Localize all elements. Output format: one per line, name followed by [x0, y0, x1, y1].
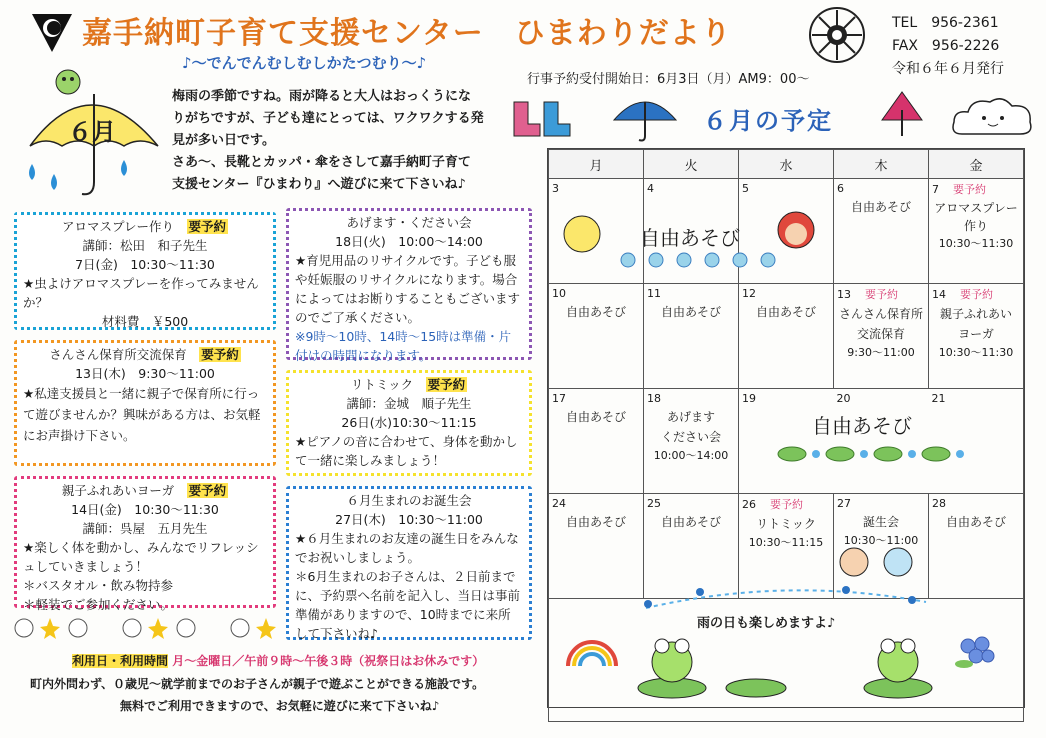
event-teacher: 講師：金城 順子先生 — [346, 396, 472, 411]
newsletter-title: 嘉手納町子育て支援センター ひまわりだより — [82, 16, 732, 51]
free-play-banner: 自由あそび — [812, 414, 912, 438]
reservation-required-badge: 要予約 — [201, 347, 239, 362]
day-time: 10:30～11:15 — [748, 536, 824, 549]
weekday-header: 金 — [929, 150, 1024, 179]
issue-date: 令和６年６月発行 — [892, 61, 1004, 77]
schedule-title: ６月の予定 — [703, 107, 833, 135]
event-date: 26日(水)10:30～11:15 — [341, 415, 477, 430]
event-note: ＊バスタオル・飲み物持参 — [23, 578, 174, 593]
day-event: 自由あそび — [850, 200, 911, 214]
day-event: ください会 — [660, 430, 721, 444]
day-number: 4 — [647, 182, 654, 195]
hydrangea-icon — [954, 632, 1000, 676]
event-description: ★楽しく体を動かし、みんなでリフレッシュしていきましょう！ — [23, 540, 259, 574]
event-date: 18日(火) 10:00～14:00 — [335, 234, 483, 249]
day-time: 10:30～11:30 — [938, 346, 1014, 359]
calendar-day — [929, 179, 1024, 284]
event-fee: 材料費 ￥500 — [101, 314, 189, 329]
day-event: リトミック — [756, 517, 816, 531]
day-event: 誕生会 — [862, 515, 899, 529]
day-event: 自由あそび — [565, 515, 626, 529]
hours-label: 利用日・利用時間 — [72, 654, 169, 668]
frogs-on-lilypads-illustration — [636, 620, 936, 704]
calendar-day — [549, 389, 644, 494]
day-event: アロマスプレー作り — [934, 201, 1018, 233]
calendar-day — [929, 494, 1024, 599]
day-number: 20 — [836, 392, 851, 405]
day-time: 10:00～14:00 — [653, 449, 729, 462]
contact-info — [892, 12, 1004, 81]
event-title-row — [295, 375, 523, 394]
cloud-icon — [950, 94, 1036, 144]
event-teacher: 講師：呉屋 五月先生 — [82, 521, 208, 536]
day-event: 自由あそび — [945, 515, 1006, 529]
event-title-row — [23, 217, 267, 236]
event-description: ★虫よけアロマスプレーを作ってみませんか？ — [23, 276, 259, 310]
free-use-note: 無料でご利用できますので、お気軽に遊びに来て下さいね♪ — [120, 699, 440, 713]
event-date: 27日(木) 10:30～11:00 — [335, 512, 483, 527]
event-box-aroma — [14, 212, 276, 330]
day-number: 28 — [932, 497, 946, 510]
snail-leaves-illustration — [772, 440, 972, 472]
weekday-header: 水 — [739, 150, 834, 179]
event-note: ＊6月生まれのお子さんは、２日前までに、予約票へ名前を記入し、当日は事前準備がありますので、10時までに来所して下さいね♪ — [295, 569, 521, 641]
calendar-day — [549, 284, 644, 389]
calendar-header-row — [549, 150, 1024, 179]
event-title: ６月生まれのお誕生会 — [346, 493, 472, 508]
event-description: ★育児用品のリサイクルです。子ども服や妊娠服のリサイクルになります。場合によってはお断りすることもございますのでご了承ください。 — [295, 253, 521, 325]
intro-line: 支援センター『ひまわり』へ遊びに来て下さいね♪ — [172, 177, 466, 192]
day-number: 11 — [647, 287, 661, 300]
event-date: 7日(金) 10:30～11:30 — [75, 257, 215, 272]
event-box-yoga — [14, 476, 276, 612]
event-title-row — [23, 345, 267, 364]
event-title: アロマスプレー作り — [61, 219, 174, 234]
day-number: 21 — [931, 392, 946, 405]
event-date: 13日(木) 9:30～11:00 — [75, 366, 215, 381]
birthday-kids-illustration — [836, 544, 920, 584]
facility-description: 町内外問わず、０歳児～就学前までのお子さんが親子で遊ぶことができる施設です。 — [30, 677, 485, 691]
reservation-required-label: 要予約 — [865, 288, 898, 301]
day-time: 10:30～11:00 — [843, 534, 919, 547]
reservation-open-date: 行事予約受付開始日：6月3日（月）AM9：00～ — [527, 72, 810, 87]
opening-hours — [72, 652, 484, 669]
day-number: 27 — [837, 497, 851, 510]
reservation-required-badge: 要予約 — [427, 377, 466, 392]
fax-number: FAX 956-2226 — [892, 38, 1000, 54]
calendar-day — [739, 284, 834, 389]
boots-icon — [508, 98, 578, 144]
day-number: 24 — [552, 497, 566, 510]
event-teacher: 講師：松田 和子先生 — [82, 238, 208, 253]
reservation-required-label: 要予約 — [953, 183, 986, 196]
calendar-day — [644, 389, 739, 494]
calendar-day — [644, 284, 739, 389]
tel-number: TEL 956-2361 — [892, 15, 999, 31]
calendar-day — [834, 284, 929, 389]
event-description: ★ピアノの音に合わせて、身体を動かして一緒に楽しみましょう！ — [295, 434, 518, 468]
day-number: 25 — [647, 497, 661, 510]
day-event: 親子ふれあい — [939, 307, 1012, 321]
day-number: 7 — [932, 183, 939, 196]
intro-line: りがちですが、子ども達にとっては、ワクワクする発 — [172, 111, 484, 126]
day-event: 自由あそび — [565, 305, 626, 319]
day-event: 交流保育 — [856, 327, 905, 341]
red-umbrella-icon — [878, 90, 926, 144]
day-number: 13 — [837, 288, 851, 301]
intro-line: 梅雨の季節ですね。雨が降ると大人はおっくうにな — [172, 89, 472, 104]
day-event: 自由あそび — [755, 305, 816, 319]
subtitle: ♪～でんでんむしむしかたつむり～♪ — [182, 54, 427, 72]
day-number: 3 — [552, 182, 559, 195]
sunflower-emblem-icon — [808, 6, 866, 68]
event-description: ★６月生まれのお友達の誕生日をみんなでお祝いしましょう。 — [295, 531, 519, 565]
weekday-header: 木 — [834, 150, 929, 179]
event-description: ★私達支援員と一緒に親子で保育所に行って遊びませんか？興味がある方は、お気軽にお声掛け下さい。 — [23, 386, 261, 443]
rainbow-illustration — [562, 630, 622, 674]
town-logo — [28, 10, 76, 58]
intro-text — [172, 86, 517, 196]
intro-line: さあ～、長靴とカッパ・傘をさして嘉手納町子育て — [172, 155, 471, 170]
day-event: 自由あそび — [660, 305, 721, 319]
event-title: 親子ふれあいヨーガ — [61, 483, 175, 498]
rainy-day-message: 雨の日も楽しめますよ♪ — [697, 616, 836, 631]
calendar-day — [834, 179, 929, 284]
hours-value: 月～金曜日／午前９時～午後３時（祝祭日はお休みです） — [172, 654, 485, 668]
day-number: 17 — [552, 392, 566, 405]
day-number: 10 — [552, 287, 566, 300]
calendar-week — [549, 284, 1024, 389]
event-title-row — [23, 481, 267, 500]
day-event: 自由あそび — [565, 410, 626, 424]
event-note: ＊軽装でご参加ください。 — [23, 597, 174, 612]
day-event: さんさん保育所 — [838, 307, 923, 321]
day-number: 19 — [742, 392, 756, 405]
reservation-required-badge: 要予約 — [188, 219, 227, 234]
day-event: 自由あそび — [660, 515, 721, 529]
weekday-header: 火 — [644, 150, 739, 179]
event-box-agemasu — [286, 208, 532, 363]
decorative-characters — [8, 612, 284, 646]
month-badge: ６月 — [68, 118, 116, 146]
day-number: 26 — [742, 498, 756, 511]
event-note: ※9時～10時、14時～15時は準備・片付けの時間になります。 — [295, 329, 512, 363]
day-number: 12 — [742, 287, 756, 300]
reservation-required-badge: 要予約 — [188, 483, 227, 498]
event-title: リトミック — [350, 377, 414, 392]
kids-garland-illustration — [556, 200, 826, 276]
day-number: 6 — [837, 182, 844, 195]
day-number: 18 — [647, 392, 661, 405]
event-date: 14日(金) 10:30～11:30 — [71, 502, 219, 517]
day-event: ヨーガ — [958, 327, 994, 341]
day-event: あげます — [666, 410, 715, 424]
calendar-day — [549, 494, 644, 599]
reservation-required-label: 要予約 — [960, 288, 993, 301]
day-number: 14 — [932, 288, 946, 301]
reservation-required-label: 要予約 — [770, 498, 803, 511]
event-box-birthday — [286, 486, 532, 640]
day-number: 5 — [742, 182, 749, 195]
umbrella-icon — [612, 90, 678, 146]
event-title: さんさん保育所交流保育 — [49, 347, 187, 362]
weekday-header: 月 — [549, 150, 644, 179]
event-box-sansan — [14, 340, 276, 466]
intro-line: 見が多い日です。 — [172, 133, 275, 148]
free-play-banner: 自由あそび — [640, 226, 740, 250]
calendar-day — [929, 284, 1024, 389]
event-title: あげます・ください会 — [346, 215, 472, 230]
day-time: 9:30～11:00 — [847, 346, 915, 359]
day-time: 10:30～11:30 — [938, 237, 1014, 250]
event-box-rhythmic — [286, 370, 532, 476]
music-notes-illustration — [636, 582, 936, 616]
